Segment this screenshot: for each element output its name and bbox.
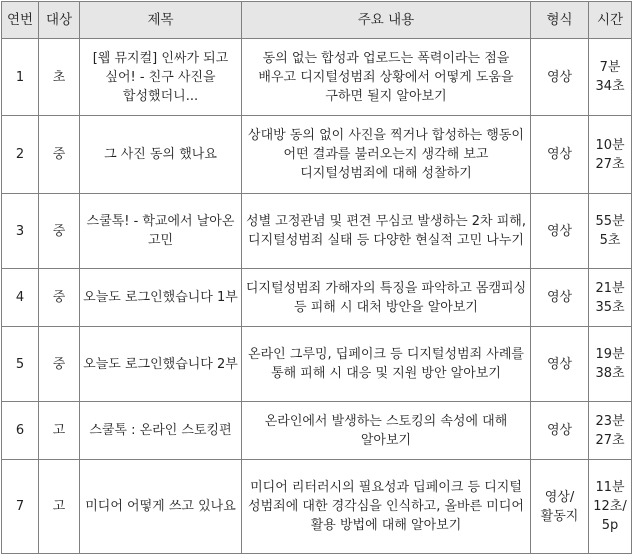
row-content: 디지털성범죄 가해자의 특징을 파악하고 몸캠피싱 등 피해 시 대처 방안을 알아보기 (242, 269, 531, 327)
row-no: 2 (2, 116, 39, 194)
table-row (2, 327, 632, 402)
row-no: 1 (2, 39, 39, 116)
row-format: 영상 (531, 269, 589, 327)
row-format: 영상 (531, 327, 589, 402)
header-time: 시간 (589, 2, 632, 39)
row-target: 초 (39, 39, 80, 116)
row-content: 미디어 리터러시의 필요성과 딥페이크 등 디지털 성범죄에 대한 경각심을 인식하고, 올바른 미디어 활용 방법에 대해 알아보기 (242, 460, 531, 554)
row-content: 성별 고정관념 및 편견 무심코 발생하는 2차 피해, 디지털성범죄 실태 등 다양한 현실적 고민 나누기 (242, 194, 531, 269)
row-target: 중 (39, 269, 80, 327)
table-row (2, 269, 632, 327)
row-title: 스쿨톡 : 온라인 스토킹편 (80, 402, 242, 460)
row-content: 온라인 그루밍, 딥페이크 등 디지털성범죄 사례를 통해 피해 시 대응 및 지원 방안 알아보기 (242, 327, 531, 402)
header-format: 형식 (531, 2, 589, 39)
header-no: 연번 (2, 2, 39, 39)
row-no: 3 (2, 194, 39, 269)
row-content: 동의 없는 합성과 업로드는 폭력이라는 점을 배우고 디지털성범죄 상황에서 어떻게 도움을 구하면 될지 알아보기 (242, 39, 531, 116)
row-title: 미디어 어떻게 쓰고 있나요 (80, 460, 242, 554)
row-time: 23분 27초 (589, 402, 632, 460)
row-time: 10분 27초 (589, 116, 632, 194)
row-title: 오늘도 로그인했습니다 2부 (80, 327, 242, 402)
table-row (2, 402, 632, 460)
row-no: 7 (2, 460, 39, 554)
table-row (2, 116, 632, 194)
row-format: 영상 (531, 194, 589, 269)
header-target: 대상 (39, 2, 80, 39)
row-time: 11분 12초/ 5p (589, 460, 632, 554)
row-time: 21분 35초 (589, 269, 632, 327)
row-no: 6 (2, 402, 39, 460)
table-row (2, 194, 632, 269)
row-content: 상대방 동의 없이 사진을 찍거나 합성하는 행동이 어떤 결과를 불러오는지 생각해 보고 디지털성범죄에 대해 성찰하기 (242, 116, 531, 194)
resource-table (1, 1, 632, 554)
row-title: 그 사진 동의 했나요 (80, 116, 242, 194)
header-row (2, 2, 632, 39)
table-row (2, 460, 632, 554)
row-content: 온라인에서 발생하는 스토킹의 속성에 대해 알아보기 (242, 402, 531, 460)
table-row (2, 39, 632, 116)
row-no: 5 (2, 327, 39, 402)
header-content: 주요 내용 (242, 2, 531, 39)
row-no: 4 (2, 269, 39, 327)
row-time: 7분 34초 (589, 39, 632, 116)
row-time: 55분 5초 (589, 194, 632, 269)
row-target: 고 (39, 402, 80, 460)
row-format: 영상 (531, 116, 589, 194)
row-format: 영상/ 활동지 (531, 460, 589, 554)
row-target: 중 (39, 194, 80, 269)
row-target: 고 (39, 460, 80, 554)
row-time: 19분 38초 (589, 327, 632, 402)
row-format: 영상 (531, 39, 589, 116)
row-title: [웹 뮤지컬] 인싸가 되고 싶어! - 친구 사진을 합성했더니... (80, 39, 242, 116)
header-title: 제목 (80, 2, 242, 39)
row-title: 스쿨톡! - 학교에서 날아온 고민 (80, 194, 242, 269)
row-target: 중 (39, 327, 80, 402)
row-target: 중 (39, 116, 80, 194)
row-format: 영상 (531, 402, 589, 460)
row-title: 오늘도 로그인했습니다 1부 (80, 269, 242, 327)
